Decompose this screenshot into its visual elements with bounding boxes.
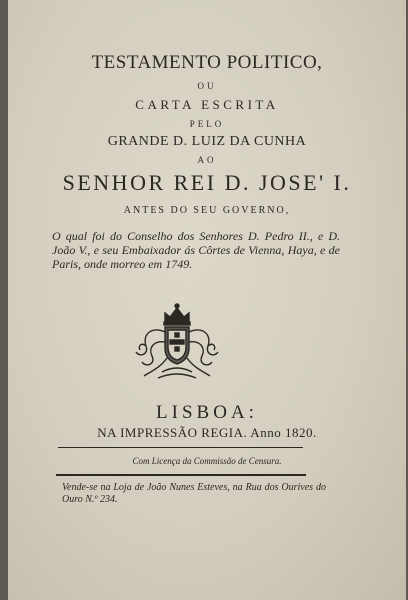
imprint-city: LISBOA: (156, 402, 258, 423)
title-line-ao: AO (197, 155, 217, 165)
title-page (8, 0, 406, 600)
divider-top (58, 447, 303, 448)
title-line-testamento: TESTAMENTO POLITICO, (91, 52, 323, 73)
royal-coat-of-arms-icon (132, 302, 222, 382)
title-line-carta-escrita: CARTA ESCRITA (135, 97, 279, 112)
license-line: Com Licença da Commissão de Censura. (132, 456, 282, 466)
title-line-ou: OU (197, 81, 217, 91)
title-line-recipient: SENHOR REI D. JOSE' I. (62, 170, 352, 195)
title-line-antes: ANTES DO SEU GOVERNO, (123, 205, 291, 216)
title-line-pelo: PELO (189, 119, 225, 129)
imprint-press: NA IMPRESSÃO REGIA. Anno 1820. (97, 425, 317, 440)
divider-bottom (56, 474, 306, 476)
title-line-author: GRANDE D. LUIZ DA CUNHA (107, 134, 307, 149)
description-paragraph: O qual foi do Conselho dos Senhores D. Pedro II., e D. João V., e seu Embaixador ás Côrtes de Vienna, Haya, e de Paris, onde morreo em 1749. (52, 229, 340, 271)
sale-notice: Vende-se na Loja de João Nunes Esteves, na Rua dos Ourives do Ouro N.º 234. (62, 482, 326, 505)
